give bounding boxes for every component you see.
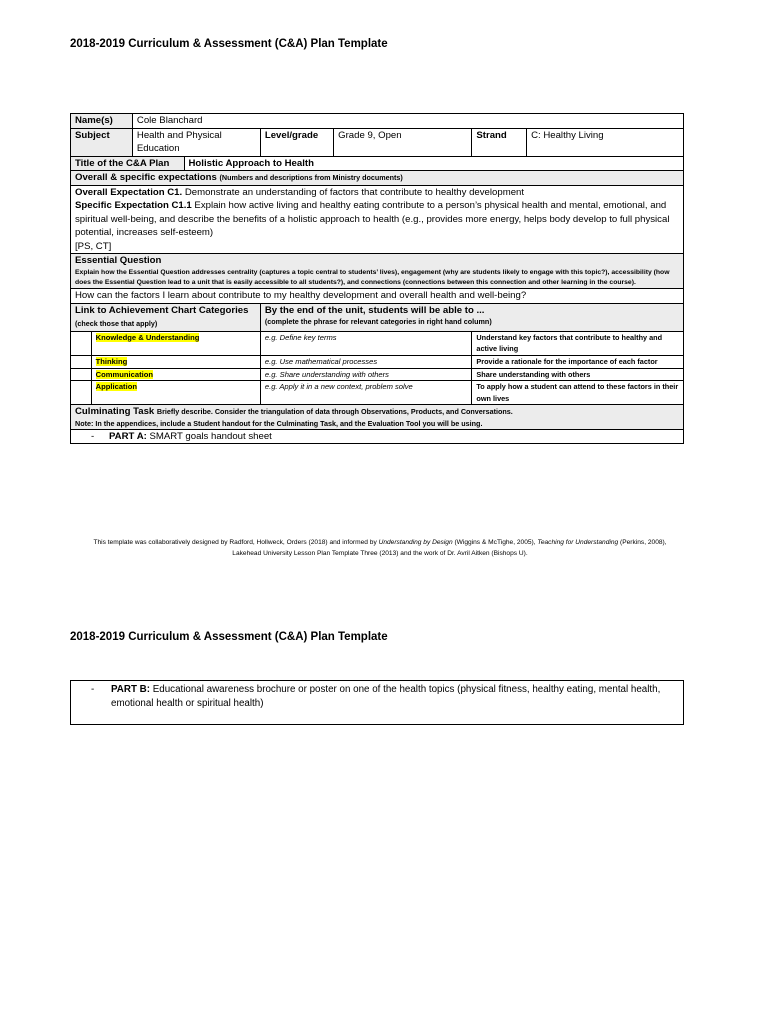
overall-expectation-text: Demonstrate an understanding of factors that contribute to healthy development <box>182 186 525 198</box>
culminating-task-section <box>71 405 684 430</box>
overall-expectation <box>75 186 679 200</box>
cna-title-label: Title of the C&A Plan <box>71 156 185 171</box>
names-value: Cole Blanchard <box>132 114 683 129</box>
category-row <box>71 331 684 355</box>
footnote-text: (Wiggins & McTighe, 2005), <box>452 539 538 546</box>
category-example: e.g. Apply it in a new context, problem solve <box>260 381 472 405</box>
part-a-label: PART A: <box>109 430 147 442</box>
cna-plan-table <box>70 113 684 444</box>
category-row <box>71 381 684 405</box>
page-title: 2018-2019 Curriculum & Assessment (C&A) Plan Template <box>70 631 388 643</box>
link-note: (check those that apply) <box>75 319 158 329</box>
level-label: Level/grade <box>260 128 333 156</box>
strand-label: Strand <box>472 128 527 156</box>
specific-expectation-text: Explain how active living and healthy eating contribute to a person’s physical health and mental, emotional, and spiritual well-being, and describe the benefits of a holistic approach to health (e.g., provides more energy, helps body develop to full physical potential, increases self-esteem) <box>75 200 670 238</box>
footnote-text: (Perkins, 2008), Lakehead University Lesson Plan Template Three (2013) and the work of Dr. Avril Aitken (Bishops U). <box>232 539 667 557</box>
bullet-dash: - <box>91 430 95 442</box>
category-name-text: Thinking <box>95 357 128 366</box>
subject-value: Health and Physical Education <box>132 128 260 156</box>
category-row <box>71 368 684 381</box>
category-example: e.g. Define key terms <box>260 331 472 355</box>
attribution-footnote <box>80 538 680 559</box>
specific-expectation-label: Specific Expectation C1.1 <box>75 200 192 211</box>
culminating-heading: Culminating Task <box>75 406 155 418</box>
category-name <box>91 331 260 355</box>
category-example: e.g. Use mathematical processes <box>260 356 472 369</box>
essential-question-section <box>71 254 684 289</box>
footnote-text: This template was collaboratively designed by Radford, Hollweck, Orders (2018) and informed by <box>93 539 379 546</box>
expectations-heading-row <box>71 171 684 186</box>
category-outcome: Share understanding with others <box>472 368 684 381</box>
category-name-text: Knowledge & Understanding <box>95 332 200 342</box>
culminating-note: Note: In the appendices, include a Student handout for the Culminating Task, and the Evaluation Tool you will be using. <box>75 418 483 428</box>
link-heading: Link to Achievement Chart Categories <box>75 304 249 316</box>
expectations-content <box>71 185 684 254</box>
category-example: e.g. Share understanding with others <box>260 368 472 381</box>
part-a-text: SMART goals handout sheet <box>146 430 272 442</box>
part-b-box <box>70 680 684 725</box>
link-heading-cell <box>71 303 261 331</box>
specific-expectation <box>75 199 679 240</box>
page-title: 2018-2019 Curriculum & Assessment (C&A) Plan Template <box>70 38 388 50</box>
expectations-heading: Overall & specific expectations <box>75 172 217 183</box>
category-name-text: Application <box>95 382 137 392</box>
by-end-note: (complete the phrase for relevant categories in right hand column) <box>264 317 492 327</box>
bullet-dash: - <box>91 684 95 695</box>
names-label: Name(s) <box>71 114 133 129</box>
category-name <box>91 368 260 381</box>
category-row <box>71 356 684 369</box>
category-outcome: Understand key factors that contribute to healthy and active living <box>472 331 684 355</box>
category-name-text: Communication <box>95 369 154 379</box>
footnote-book-title: Understanding by Design <box>378 539 453 546</box>
essential-question-heading: Essential Question <box>75 255 162 266</box>
subject-label: Subject <box>71 128 133 156</box>
overall-expectation-label: Overall Expectation C1. <box>75 186 183 198</box>
category-name <box>91 356 260 369</box>
category-outcome: To apply how a student can attend to these factors in their own lives <box>472 381 684 405</box>
footnote-book-title: Teaching for Understanding <box>537 539 619 546</box>
cna-title-value: Holistic Approach to Health <box>184 156 684 171</box>
part-a-item <box>71 429 684 444</box>
culminating-instructions: Briefly describe. Consider the triangulation of data through Observations, Products, and Conversations. <box>156 407 513 417</box>
category-check-box[interactable] <box>71 331 92 355</box>
part-b-label: PART B: <box>111 684 151 695</box>
essential-question-instructions: Explain how the Essential Question addresses centrality (captures a topic central to students’ lives), engagement (why are students likely to engage with this topic?), accessibility (how does the Essential Question lead to a unit that is easily accessible to all students?), and connections (connections between this connection and other learning in the course). <box>75 268 670 286</box>
essential-question-text: How can the factors I learn about contribute to my healthy development and overall health and well-being? <box>71 289 684 304</box>
strand-value: C: Healthy Living <box>527 128 684 156</box>
by-end-heading: By the end of the unit, students will be able to ... <box>264 304 485 316</box>
level-value: Grade 9, Open <box>334 128 472 156</box>
category-check-box[interactable] <box>71 381 92 405</box>
part-b-text: Educational awareness brochure or poster on one of the health topics (physical fitness, healthy eating, mental health, emotional health or spiritual health) <box>111 684 661 709</box>
by-end-heading-cell <box>260 303 683 331</box>
expectation-codes: [PS, CT] <box>75 240 112 252</box>
part-b-item <box>111 683 676 711</box>
category-check-box[interactable] <box>71 356 92 369</box>
category-name <box>91 381 260 405</box>
category-check-box[interactable] <box>71 368 92 381</box>
expectations-note: (Numbers and descriptions from Ministry documents) <box>219 173 403 182</box>
category-outcome: Provide a rationale for the importance of each factor <box>472 356 684 369</box>
